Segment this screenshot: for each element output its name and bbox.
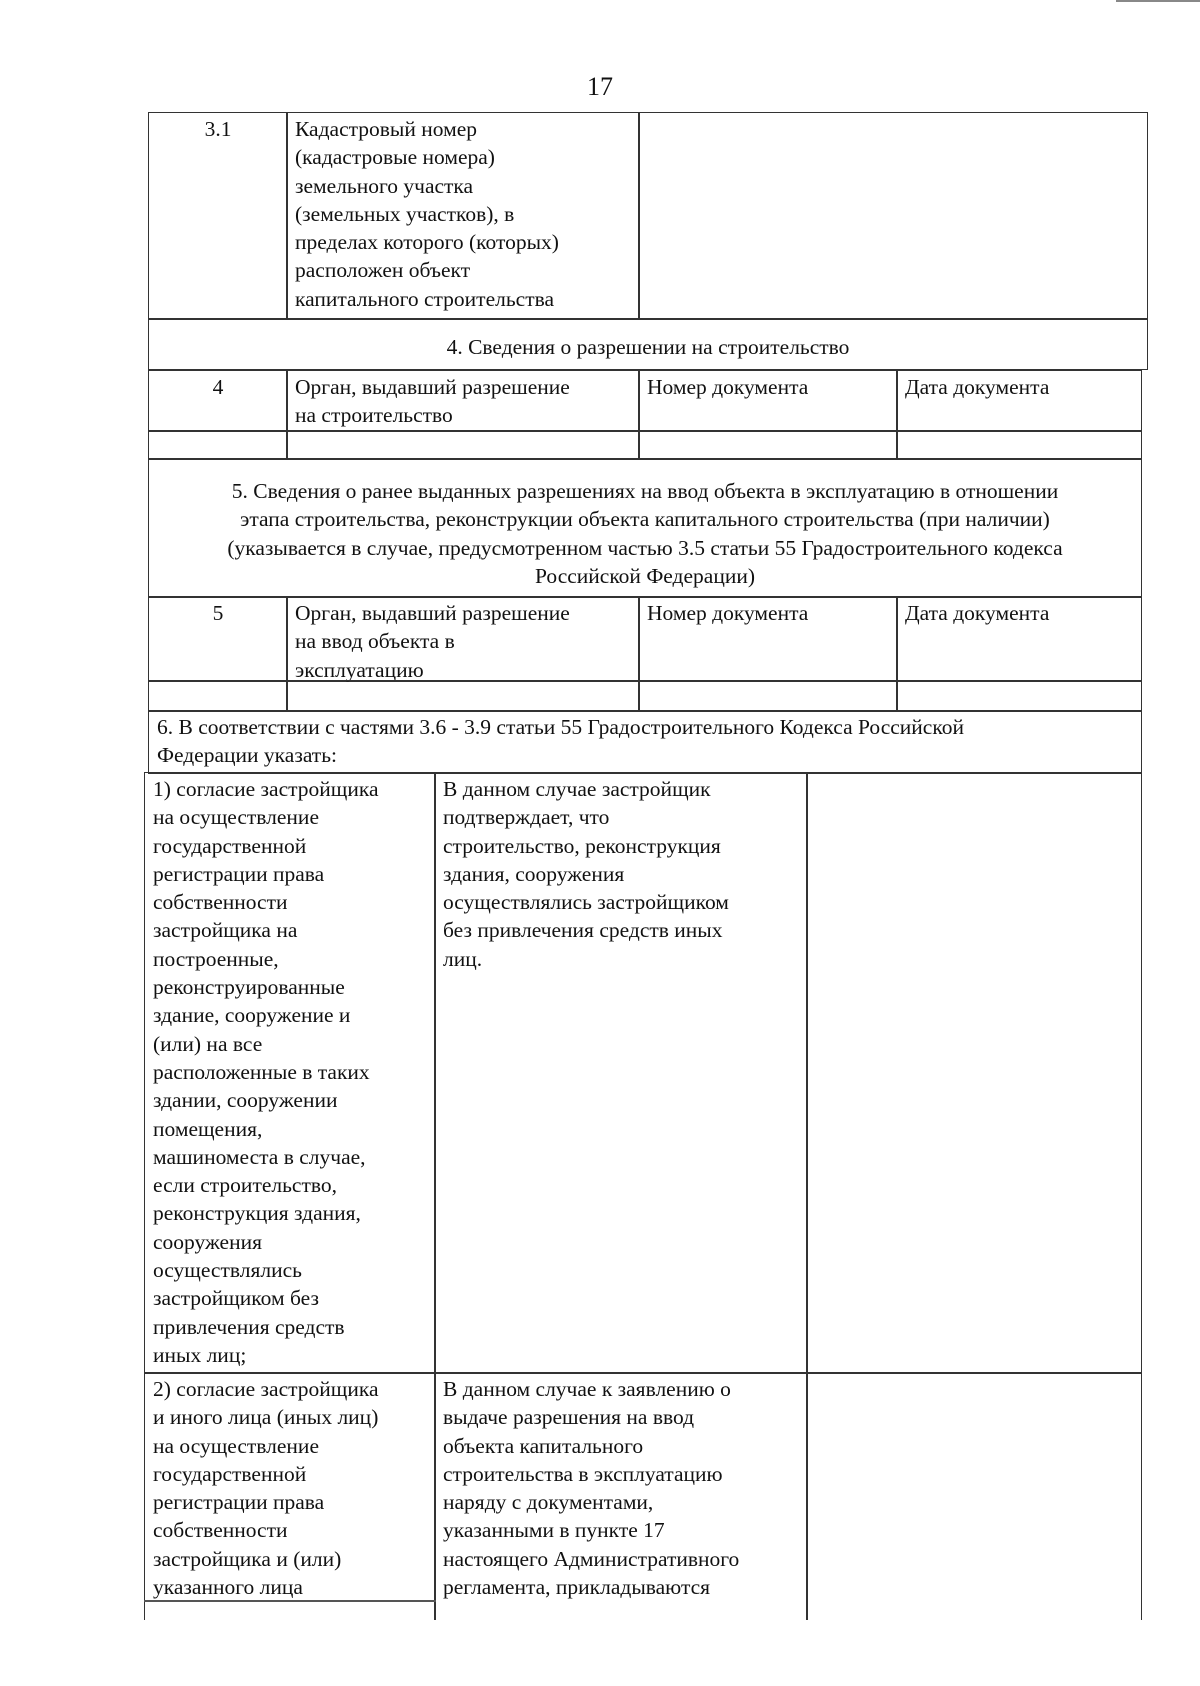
label-line: государственной <box>153 833 307 858</box>
text-line: без привлечения средств иных <box>443 918 723 943</box>
item-1-text <box>434 772 808 1374</box>
label-line: реконструированные <box>153 975 345 1000</box>
label-line: здании, сооружении <box>153 1088 338 1113</box>
label-line: построенные, <box>153 946 279 971</box>
row-4-number: 4 <box>148 370 288 432</box>
label-line: машиноместа в случае, <box>153 1144 366 1169</box>
row-3-1-value <box>638 112 1148 320</box>
bottom-rule <box>144 1600 436 1602</box>
text-line: подтверждает, что <box>443 805 610 830</box>
label-line: (кадастровые номера) <box>295 145 495 170</box>
scan-edge-mark <box>1116 0 1200 2</box>
row-3-1-number: 3.1 <box>148 112 288 320</box>
title-line: 6. В соответствии с частями 3.6 - 3.9 статьи 55 Градостроительного Кодекса Российской <box>157 715 964 739</box>
label-line: застройщика на <box>153 918 298 943</box>
label-line: иных лиц; <box>153 1342 247 1367</box>
label-line: реконструкция здания, <box>153 1201 361 1226</box>
row-5-empty-cell <box>148 680 288 712</box>
label-line: застройщика и (или) <box>153 1546 342 1571</box>
label-line: здание, сооружение и <box>153 1003 351 1028</box>
text-line: выдаче разрешения на ввод <box>443 1405 695 1430</box>
text-line: строительства в эксплуатацию <box>443 1461 723 1486</box>
label-line: собственности <box>153 1518 288 1543</box>
title-line: этапа строительства, реконструкции объекта капитального строительства (при наличии) <box>240 507 1050 532</box>
text-line: регламента, прикладываются <box>443 1575 711 1600</box>
section-6-title <box>148 710 1142 774</box>
row-5-number: 5 <box>148 596 288 682</box>
row-5-doc-number-label: Номер документа <box>638 596 898 682</box>
row-5-empty-cell <box>896 680 1142 712</box>
row-3-1-label <box>286 112 640 320</box>
row-5-doc-date-label: Дата документа <box>896 596 1142 682</box>
row-5-empty-cell <box>286 680 640 712</box>
text-line: наряду с документами, <box>443 1490 654 1515</box>
label-line: помещения, <box>153 1116 263 1141</box>
row-4-empty-cell <box>148 430 288 460</box>
row-4-empty-cell <box>638 430 898 460</box>
label-line: указанного лица <box>153 1575 303 1600</box>
text-line: осуществлялись застройщиком <box>443 890 729 915</box>
label-line: (или) на все <box>153 1031 263 1056</box>
label-line: на осуществление <box>153 1433 319 1458</box>
row-4-doc-date-label: Дата документа <box>896 370 1142 432</box>
item-2-text <box>434 1372 808 1620</box>
section-4-title: 4. Сведения о разрешении на строительство <box>148 318 1148 370</box>
text-line: объекта капитального <box>443 1433 644 1458</box>
text-line: лиц. <box>443 946 483 971</box>
label-line: и иного лица (иных лиц) <box>153 1405 379 1430</box>
title-line: 5. Сведения о ранее выданных разрешениях на ввод объекта в эксплуатацию в отношении <box>231 479 1059 503</box>
text-line: настоящего Административного <box>443 1546 740 1571</box>
label-line: 2) согласие застройщика <box>153 1377 379 1401</box>
label-line: собственности <box>153 890 288 915</box>
item-1-label <box>144 772 436 1374</box>
label-line: застройщиком без <box>153 1286 319 1311</box>
label-line: регистрации права <box>153 861 325 886</box>
section-5-title <box>148 458 1142 598</box>
label-line: на строительство <box>295 403 453 428</box>
label-line: сооружения <box>153 1229 262 1254</box>
text-line: указанными в пункте 17 <box>443 1518 665 1543</box>
label-line: 1) согласие застройщика <box>153 777 379 801</box>
label-line: (земельных участков), в <box>295 201 515 226</box>
page-number: 17 <box>587 72 613 101</box>
row-4-empty-cell <box>896 430 1142 460</box>
label-line: Орган, выдавший разрешение <box>295 601 570 625</box>
row-5-empty-cell <box>638 680 898 712</box>
label-line: эксплуатацию <box>295 657 424 682</box>
label-line: расположенные в таких <box>153 1059 370 1084</box>
label-line: Орган, выдавший разрешение <box>295 375 570 399</box>
item-2-value <box>806 1372 1142 1620</box>
label-line: осуществлялись <box>153 1258 302 1283</box>
text-line: В данном случае к заявлению о <box>443 1377 731 1401</box>
label-line: пределах которого (которых) <box>295 230 559 255</box>
row-4-doc-number-label: Номер документа <box>638 370 898 432</box>
row-4-issuer-label <box>286 370 640 432</box>
title-line: Федерации указать: <box>157 743 337 768</box>
label-line: расположен объект <box>295 258 471 283</box>
item-1-value <box>806 772 1142 1374</box>
label-line: капитального строительства <box>295 286 555 311</box>
text-line: В данном случае застройщик <box>443 777 711 801</box>
row-5-issuer-label <box>286 596 640 682</box>
label-line: если строительство, <box>153 1173 337 1198</box>
text-line: здания, сооружения <box>443 861 625 886</box>
label-line: на осуществление <box>153 805 319 830</box>
label-line: привлечения средств <box>153 1314 345 1339</box>
label-line: земельного участка <box>295 173 474 198</box>
label-line: Кадастровый номер <box>295 117 478 141</box>
label-line: на ввод объекта в <box>295 629 455 654</box>
row-4-empty-cell <box>286 430 640 460</box>
title-line: Российской Федерации) <box>534 563 756 588</box>
text-line: строительство, реконструкция <box>443 833 721 858</box>
title-line: (указывается в случае, предусмотренном частью 3.5 статьи 55 Градостроительного кодекса <box>227 535 1063 560</box>
label-line: государственной <box>153 1461 307 1486</box>
item-2-label <box>144 1372 436 1620</box>
label-line: регистрации права <box>153 1490 325 1515</box>
